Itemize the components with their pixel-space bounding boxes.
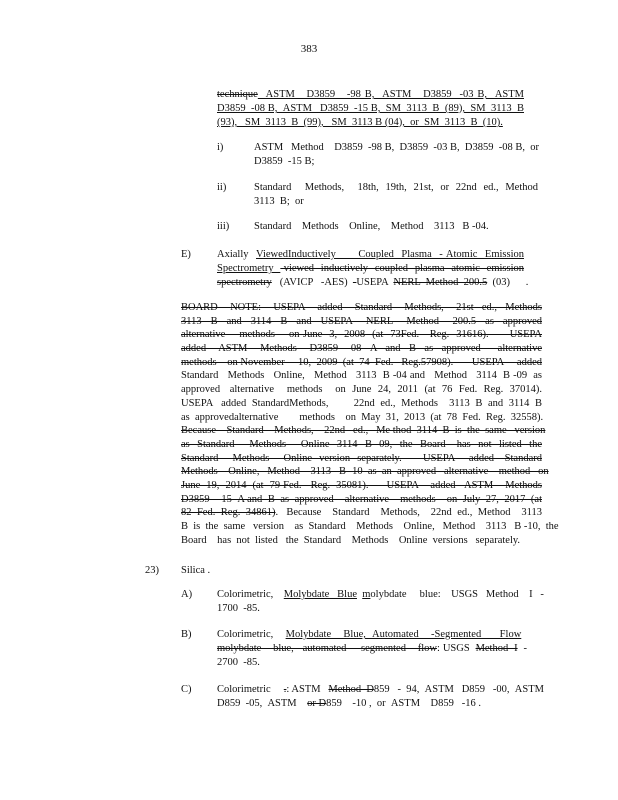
silica-item-text: : USGS	[436, 643, 476, 654]
item-e-text: (AVICP -AES)	[271, 277, 353, 288]
board-note-text: Standard Methods Online, Method 3113 B -04 and Method 3114 B -09 as	[181, 370, 542, 382]
sub-item-marker: i)	[217, 142, 224, 153]
silica-item-line	[217, 588, 544, 602]
silica-item-text: D859 -05, ASTM	[217, 698, 308, 709]
sub-item-text	[254, 141, 538, 169]
sub-item-text: D3859 -15 B;	[254, 156, 315, 167]
sub-item-line	[254, 155, 538, 169]
item-e-text: USEPA	[356, 277, 394, 288]
item-e-line	[217, 262, 524, 276]
board-note-line	[181, 506, 542, 520]
board-note-text: 3113 B and 3114 B and USEPA NERL Method 200.5 as approved	[181, 315, 542, 327]
intro-line	[217, 116, 524, 130]
item-e-text	[217, 248, 529, 290]
board-note-text: D3859 -15 A and B as approved alternative methods on July 27, 2017 (at	[181, 493, 542, 505]
board-note-line	[181, 493, 542, 507]
board-note-line	[181, 452, 542, 466]
board-note-line	[181, 383, 542, 397]
item-e-text: Spectrometry	[217, 263, 281, 274]
item-e-text: -	[352, 277, 357, 288]
silica-item-text: Molybdate Blue, Automated -Segmented Flow	[285, 629, 522, 640]
board-note-line	[181, 411, 542, 425]
sub-item-text: Standard Methods, 18th, 19th, 21st, or 22nd ed., Method	[254, 182, 538, 193]
silica-item-line	[217, 642, 527, 656]
intro-text: ASTM D3859 -98 B, ASTM D3859 -03 B, ASTM	[257, 89, 524, 100]
item-e-line	[217, 276, 529, 290]
intro-line	[217, 102, 524, 116]
silica-item-text: Colorimetric,	[217, 589, 284, 600]
silica-item-text: 859 - 94, ASTM D859 -00, ASTM	[373, 684, 544, 695]
board-note-text: B is the same version as Standard Methods Online, Method 3113 B -10, the	[181, 521, 559, 532]
item-e-marker: E)	[181, 249, 191, 260]
board-note-text: approved alternative methods on June 24, 2011 (at 76 Fed. Reg. 37014).	[181, 384, 542, 396]
board-note-text: as Standard Methods Online 3114 B -09, the Board has not listed the	[181, 438, 542, 450]
board-note-line	[181, 479, 542, 493]
board-note-line	[181, 424, 546, 438]
sub-item-text	[254, 220, 538, 234]
board-note-text: alternative methods on June 3, 2008 (at 73Fed. Reg. 31616). USEPA	[181, 329, 542, 341]
sub-item-text: ASTM Method D3859 -98 B, D3859 -03 B, D3859 -08 B, or	[254, 142, 539, 153]
board-note-line	[181, 369, 542, 383]
sub-item-text: Standard Methods Online, Method 3113 B -04.	[254, 221, 489, 232]
board-note-text: Because Standard Methods, 22nd ed., Me thod 3114 B is the same version	[181, 425, 546, 437]
silica-item-marker: A)	[181, 589, 193, 600]
silica-item-text: 2700 -85.	[217, 657, 260, 668]
board-note-line	[181, 397, 542, 411]
silica-item-line	[217, 683, 544, 697]
section-23-title: Silica .	[181, 565, 211, 576]
sub-item-marker: iii)	[217, 221, 230, 232]
intro-text: D3859 -08 B, ASTM D3859 -15 B, SM 3113 B (89), SM 3113 B	[217, 103, 524, 114]
board-note-text: Board has not listed the Standard Methods Online versions separately.	[181, 534, 521, 546]
silica-item-text: Molybdate Blue	[283, 589, 357, 600]
silica-item-line	[217, 602, 527, 616]
board-note-text: added ASTM Methods D3859 08 A and B as approved alternative	[181, 343, 542, 355]
board-note-text: BOARD NOTE: USEPA added Standard Methods, 21st ed., Methods	[181, 302, 542, 313]
silica-item-text: or D	[307, 698, 327, 709]
sub-item-line	[254, 195, 538, 209]
board-note-line	[181, 438, 542, 452]
silica-item-text: Colorimetric	[217, 684, 284, 695]
item-e-line	[217, 248, 524, 262]
silica-item-marker: C)	[181, 684, 192, 695]
board-note-line	[181, 328, 542, 342]
sub-item-line	[254, 181, 538, 195]
sub-item-text: 3113 B; or	[254, 196, 304, 207]
board-note-text: as approvedalternative methods on May 31, 2013 (at 78 Fed. Reg. 32558).	[181, 411, 544, 423]
intro-text: technique	[217, 89, 258, 100]
board-note	[181, 301, 559, 547]
silica-item-text: 859 -10 , or ASTM D859 -16 .	[326, 698, 481, 709]
sub-item-line	[254, 141, 538, 155]
board-note-line	[181, 301, 542, 315]
silica-item-text: -	[517, 643, 527, 654]
silica-item-text	[521, 629, 527, 640]
item-e	[181, 248, 529, 290]
item-e-text: NERL Method 200.5	[393, 277, 488, 288]
sub-item-text	[254, 181, 538, 209]
silica-item-line	[217, 697, 527, 711]
page-number: 383	[300, 43, 318, 55]
silica-item-line	[217, 628, 527, 642]
silica-item-text	[217, 683, 544, 711]
silica-item-text	[217, 588, 544, 616]
silica-item-text: Method I	[475, 643, 518, 654]
silica-item-marker: B)	[181, 629, 192, 640]
silica-item-line	[217, 656, 527, 670]
board-note-text: methods on November 10, 2009 (at 74 Fed. Reg.57908). USEPA added	[181, 356, 542, 368]
board-note-text: Methods Online, Method 3113 B -10 as an approved alternative method on	[181, 466, 549, 478]
board-note-line	[181, 315, 542, 329]
board-note-line	[181, 342, 542, 356]
board-note-line	[181, 356, 542, 370]
item-e-text: ViewedInductively Coupled Plasma - Atomic Emission	[256, 249, 524, 260]
board-note-line	[181, 465, 549, 479]
silica-item-text: .	[283, 684, 287, 695]
board-note-line	[181, 520, 559, 534]
board-note-text: 82 Fed. Reg. 34861)	[181, 507, 276, 519]
silica-item-text	[217, 628, 527, 670]
intro-paragraph	[217, 88, 524, 130]
sub-item-marker: ii)	[217, 182, 227, 193]
sub-item-line	[254, 220, 538, 234]
silica-item-text: molybdate blue, automated segmented flow	[217, 643, 437, 654]
item-e-text: spectrometry	[217, 277, 272, 288]
board-note-text: Standard Methods Online version separately. USEPA added Standard	[181, 452, 542, 464]
board-note-line	[181, 534, 542, 548]
intro-text: (93), SM 3113 B (99), SM 3113 B (04), or SM 3113 B (10).	[217, 117, 503, 128]
board-note-text: June 19, 2014 (at 79 Fed. Reg. 35081). USEPA added ASTM Methods	[181, 479, 542, 491]
item-e-text: Axially	[217, 249, 256, 260]
silica-item-text: m	[362, 589, 371, 600]
item-e-text: viewed inductively coupled plasma atomic emission	[280, 263, 524, 274]
board-note-text: . Because Standard Methods, 22nd ed., Method 3113	[275, 507, 542, 519]
intro-line	[217, 88, 524, 102]
silica-item-text: Method D	[328, 684, 374, 695]
section-23-marker: 23)	[145, 565, 159, 576]
silica-item-text: : ASTM	[286, 684, 329, 695]
silica-item-text: Colorimetric,	[217, 629, 286, 640]
silica-item-text: 1700 -85.	[217, 603, 260, 614]
silica-item-text: olybdate blue: USGS Method I -	[370, 589, 544, 600]
board-note-text: USEPA added StandardMethods, 22nd ed., Methods 3113 B and 3114 B	[181, 397, 542, 409]
item-e-text: (03) .	[487, 277, 529, 288]
